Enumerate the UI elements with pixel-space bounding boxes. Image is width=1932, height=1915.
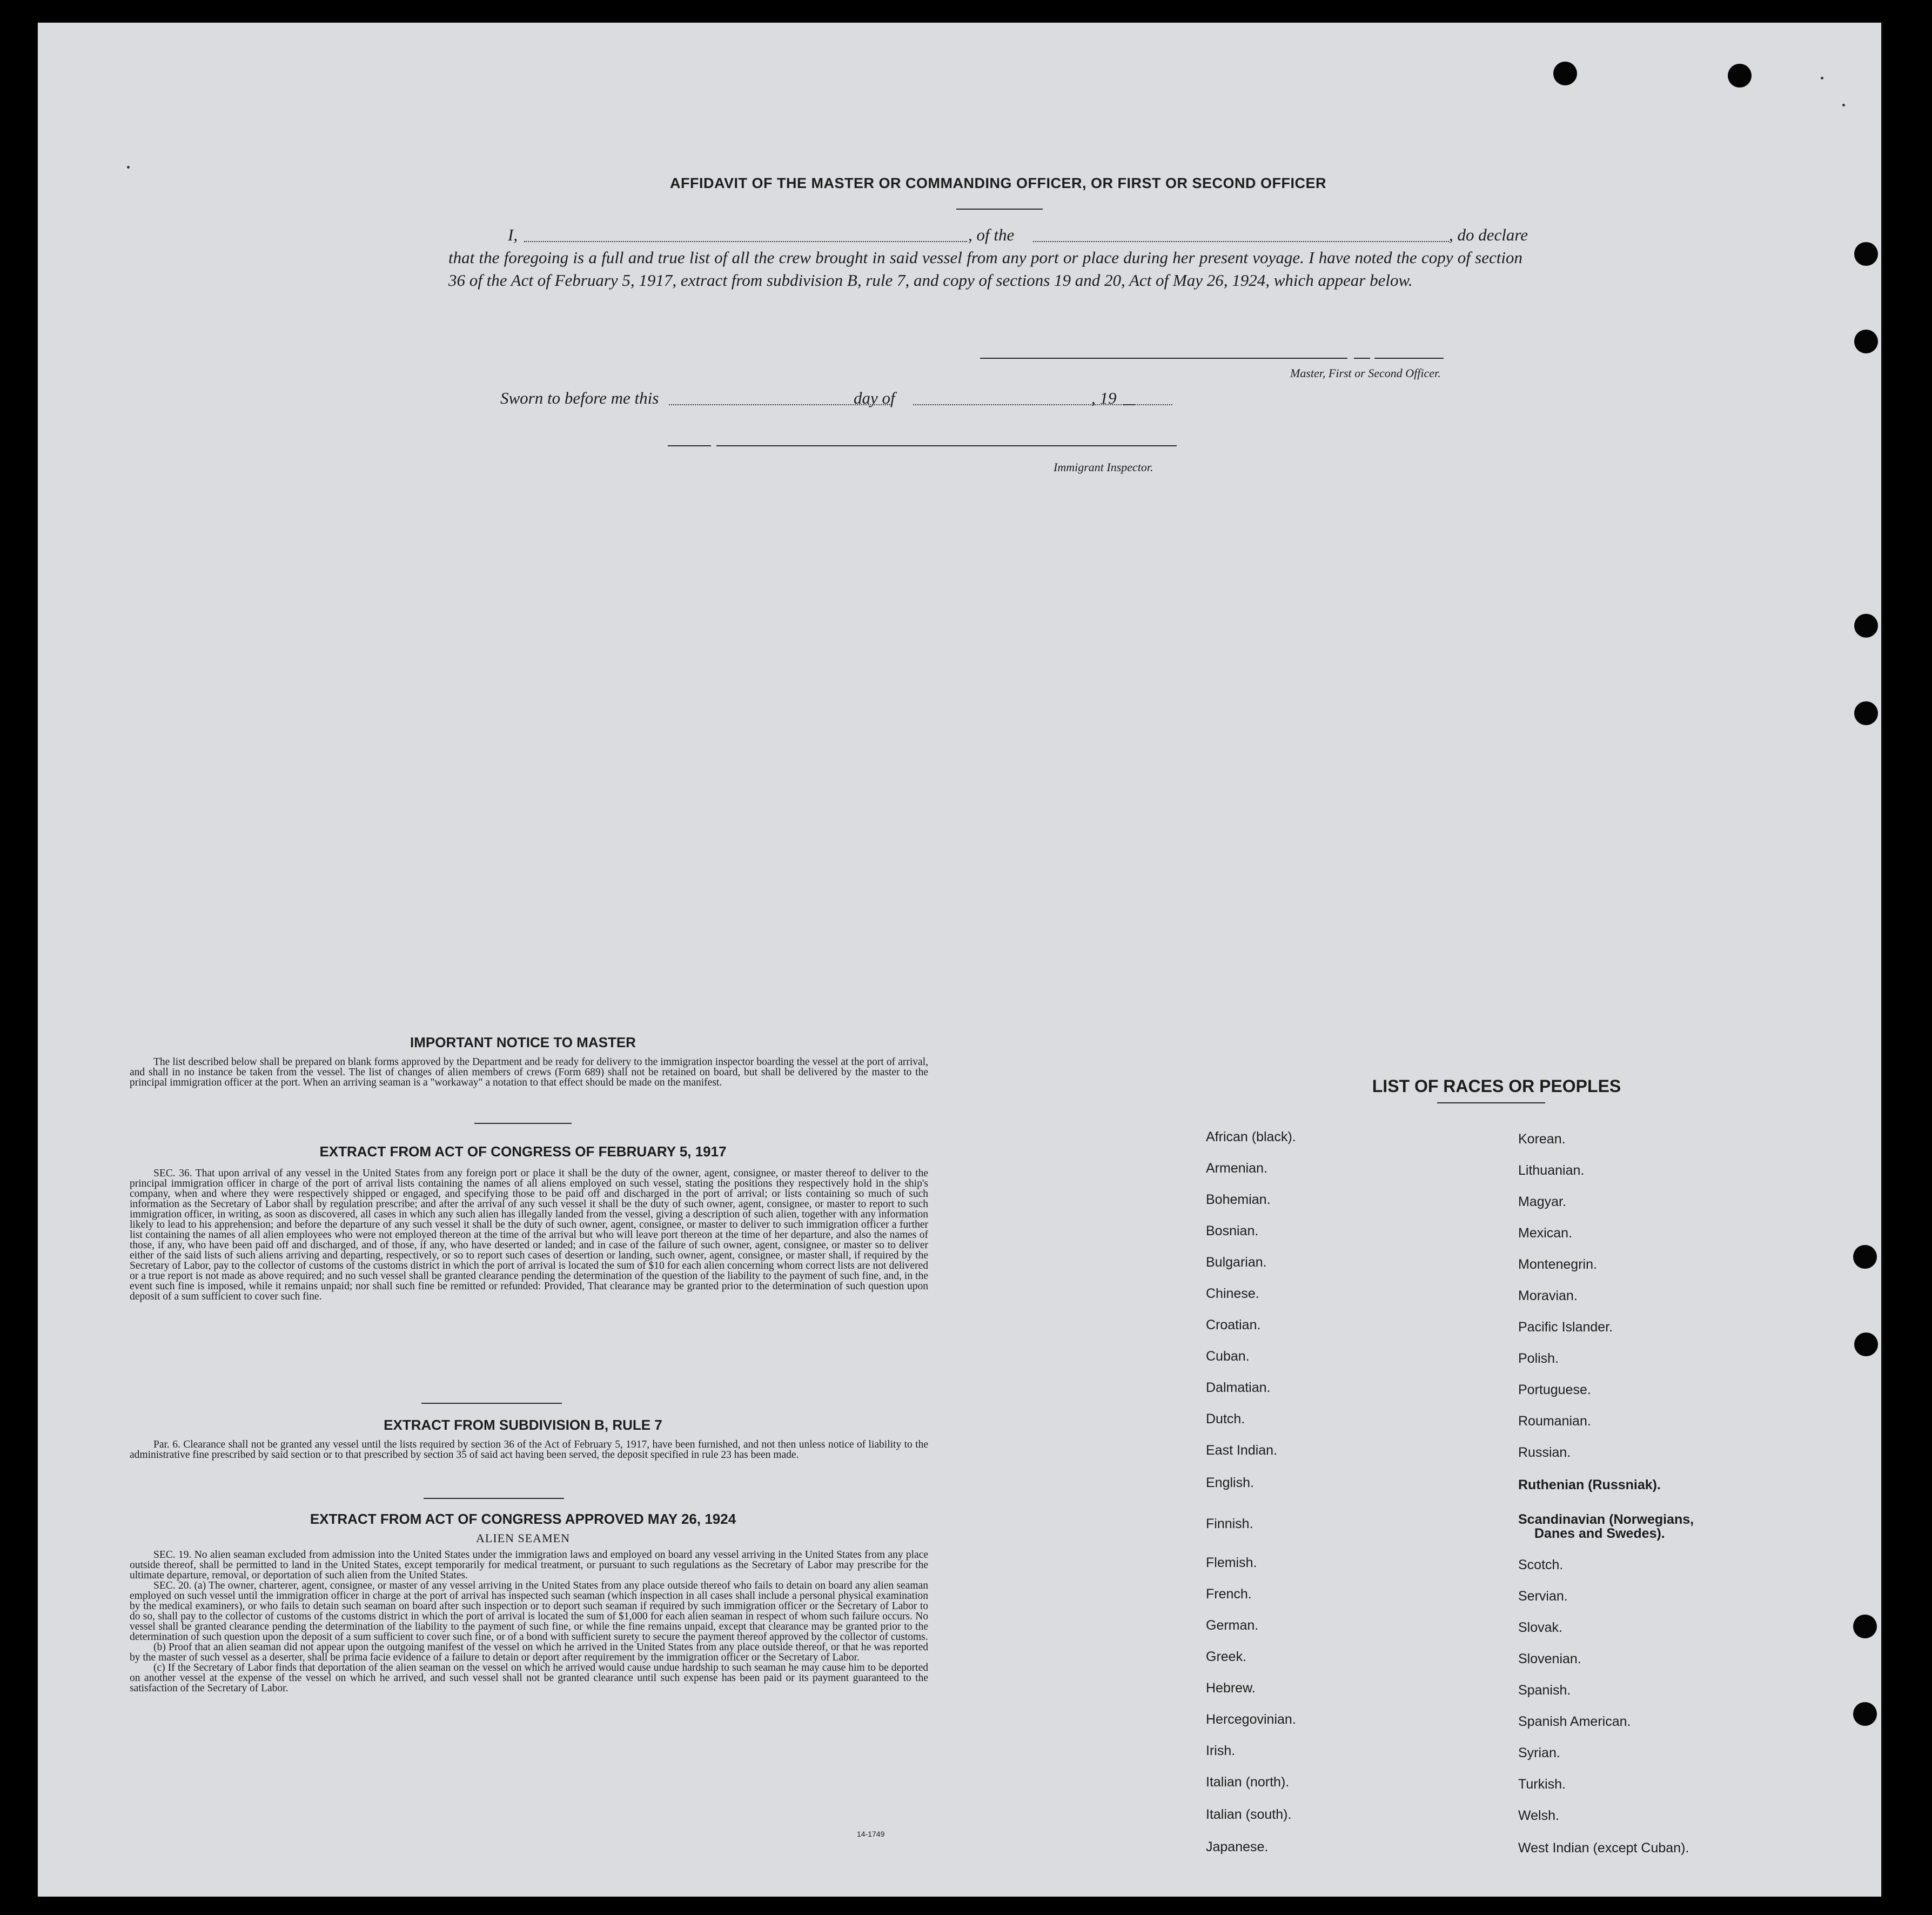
scan-speck — [1821, 77, 1823, 79]
master-signature-caption: Master, First or Second Officer. — [1290, 366, 1441, 380]
scan-speck — [127, 166, 130, 169]
race-item: English. — [1206, 1475, 1254, 1490]
inspector-signature-line[interactable] — [716, 445, 1177, 446]
divider — [421, 1403, 562, 1404]
inspector-signature-caption: Immigrant Inspector. — [1054, 460, 1153, 474]
race-item: Lithuanian. — [1518, 1163, 1585, 1178]
race-item: Syrian. — [1518, 1745, 1560, 1760]
race-item: Magyar. — [1518, 1194, 1566, 1209]
extract-1924-subtitle: ALIEN SEAMEN — [476, 1531, 570, 1545]
race-item: Cuban. — [1206, 1349, 1250, 1364]
race-item: Bohemian. — [1206, 1192, 1271, 1207]
punch-hole — [1854, 701, 1878, 725]
name-field[interactable] — [524, 241, 967, 242]
punch-hole — [1853, 1702, 1877, 1726]
affidavit-line1-end: , do declare — [1449, 225, 1528, 244]
race-item: Scandinavian (Norwegians, — [1518, 1512, 1694, 1527]
extract-rule7-body — [130, 1439, 928, 1460]
punch-hole — [1853, 1245, 1877, 1269]
extract-1917-paragraph: SEC. 36. That upon arrival of any vessel in the United States from any foreign port or place it shall be the duty of the owner, agent, consignee, or master thereof to deliver to the principal immigration officer in charge of the port of arrival lists containing the names of all aliens employed on such vessel, stating the positions they respectively hold in the ship's company, when and where they were respectively shipped or engaged, and specifying those to be paid off and discharged in the port of arrival; or lists containing so much of such information as the Secretary of Labor shall by regulation prescribe; and after the arrival of any such vessel it shall be the duty of such owner, agent, consignee, or master to report to such immigration officer, in writing, as soon as discovered, all cases in which any such alien has illegally landed from the vessel, giving a description of such alien, together with any information likely to lead to his apprehension; and before the departure of any such vessel it shall be the duty of such owner, agent, consignee, or master to deliver to such immigration officer a further list containing the names of all alien employees who were not employed thereon at the time of the arrival but who will leave port thereon at the time of her departure, and also the names of those, if any, who have been paid off and discharged, and of those, if any, who have deserted or landed; and in case of the failure of such owner, agent, consignee, or master so to deliver either of the said lists of such aliens arriving and departing, respectively, or so to report such cases of desertion or landing, such owner, agent, consignee, or master shall, if required by the Secretary of Labor, pay to the collector of customs of the customs district in which the port of arrival is located the sum of $10 for each alien concerning whom correct lists are not delivered or a true report is not made as above required; and no such vessel shall be granted clearance pending the determination of the question of the liability to the payment of such fine, and, in the event such fine is imposed, while it remains unpaid; nor shall such fine be remitted or refunded: Provided, That clearance may be granted prior to the determination of such question upon deposit of a sum sufficient to cover such fine. — [130, 1168, 928, 1302]
race-item: Montenegrin. — [1518, 1257, 1597, 1272]
race-item: Flemish. — [1206, 1555, 1257, 1570]
extract-1924-sec20c: (c) If the Secretary of Labor finds that deportation of the alien seaman on the vessel on which he arrived would cause undue hardship to such seaman he may cause him to be deported on another vessel at the expense of the vessel on which he arrived, and such vessel shall not be granted clearance until such expense has been paid or its payment guaranteed to the satisfaction of the Secretary of Labor. — [130, 1662, 928, 1694]
affidavit-line1-prefix: I, — [508, 225, 518, 244]
affidavit-title: AFFIDAVIT OF THE MASTER OR COMMANDING OFFICER, OR FIRST OR SECOND OFFICER — [670, 175, 1326, 191]
divider — [424, 1498, 564, 1499]
race-item: Russian. — [1518, 1445, 1571, 1460]
master-signature-line-tail — [1374, 358, 1444, 359]
vessel-field[interactable] — [1033, 241, 1449, 242]
punch-hole — [1853, 1615, 1877, 1638]
race-item: Korean. — [1518, 1131, 1566, 1147]
scan-border-bottom — [0, 1897, 1932, 1915]
race-item: Spanish. — [1518, 1683, 1571, 1698]
race-item: Servian. — [1518, 1589, 1568, 1604]
extract-1917-title: EXTRACT FROM ACT OF CONGRESS OF FEBRUARY 5, 1917 — [319, 1143, 727, 1160]
notice-paragraph: The list described below shall be prepared on blank forms approved by the Department and be ready for delivery to the immigration inspector boarding the vessel at the port of arrival, and shall in no instance be taken from the vessel. The list of changes of alien members of crews (Form 689) shall not be retained on board, but shall be delivered by the master to the principal immigration officer at the port. When an arriving seaman is a "workaway" a notation to that effect should be made on the manifest. — [130, 1056, 928, 1088]
punch-hole — [1728, 64, 1752, 88]
extract-1924-sec20b: (b) Proof that an alien seaman did not appear upon the outgoing manifest of the vessel on which he arrived in the United States from any place outside thereof, or that he was reported by the master of such vessel as a deserter, shall be prima facie evidence of a failure to detain or deport after requirement by the immigration officer or the Secretary of Labor. — [130, 1642, 928, 1663]
extract-1924-body — [130, 1550, 928, 1693]
master-signature-line-end — [1354, 358, 1370, 359]
punch-hole — [1854, 242, 1878, 266]
race-item: Dalmatian. — [1206, 1380, 1271, 1395]
race-item: Mexican. — [1518, 1226, 1573, 1241]
race-item: Slovak. — [1518, 1620, 1562, 1635]
race-item: Greek. — [1206, 1649, 1247, 1664]
race-item: Croatian. — [1206, 1317, 1261, 1333]
extract-1924-sec20a: SEC. 20. (a) The owner, charterer, agent, consignee, or master of any vessel arriving in the United States from any place outside thereof who fails to detain on board any alien seaman employed on such vessel until the immigration officer in charge at the port of arrival has inspected such seaman (which inspection in all cases shall include a personal physical examination by the medical examiners), or who fails to detain such seaman on board after such inspection or to deport such seaman if required by such immigration officer or the Secretary of Labor to do so, shall pay to the collector of customs of the customs district in which the port of arrival is located the sum of $1,000 for each alien seaman in respect of whom such failure occurs. No vessel shall be granted clearance pending the determination of the liability to the payment of such fine, or while the fine remains unpaid, except that clearance may be granted prior to the determination of such question upon the deposit of a sum sufficient to cover such fine, or of a bond with sufficient surety to secure the payment thereof approved by the collector of customs. — [130, 1580, 928, 1643]
race-item: Pacific Islander. — [1518, 1320, 1613, 1335]
sworn-year-label: , 19 — [1091, 389, 1117, 407]
race-item: African (black). — [1206, 1129, 1296, 1144]
sworn-year-field[interactable] — [1124, 404, 1172, 405]
race-item: Armenian. — [1206, 1161, 1267, 1176]
extract-1917-body — [130, 1168, 928, 1302]
sworn-prefix: Sworn to before me this — [500, 389, 659, 407]
race-item: Bosnian. — [1206, 1223, 1259, 1238]
race-item: French. — [1206, 1586, 1252, 1602]
race-item: Finnish. — [1206, 1516, 1253, 1531]
race-item: Moravian. — [1518, 1288, 1578, 1303]
master-signature-line[interactable] — [980, 358, 1347, 359]
race-item: Portuguese. — [1518, 1382, 1591, 1397]
race-item: Danes and Swedes). — [1534, 1526, 1665, 1541]
scan-speck — [1842, 104, 1845, 106]
race-item: Ruthenian (Russniak). — [1518, 1477, 1661, 1492]
races-title: LIST OF RACES OR PEOPLES — [1372, 1076, 1621, 1096]
punch-hole — [1553, 62, 1577, 85]
extract-1924-title: EXTRACT FROM ACT OF CONGRESS APPROVED MAY 26, 1924 — [310, 1511, 736, 1527]
race-item: Italian (south). — [1206, 1807, 1292, 1822]
race-item: Hebrew. — [1206, 1680, 1256, 1696]
form-number: 14-1749 — [857, 1830, 885, 1838]
race-item: German. — [1206, 1618, 1259, 1633]
race-item: Slovenian. — [1518, 1651, 1581, 1666]
race-item: Japanese. — [1206, 1839, 1269, 1854]
divider — [474, 1123, 572, 1124]
punch-hole — [1854, 614, 1878, 638]
punch-hole — [1854, 1333, 1878, 1356]
race-item: Hercegovinian. — [1206, 1712, 1296, 1727]
race-item: Dutch. — [1206, 1411, 1245, 1427]
race-item: Irish. — [1206, 1743, 1236, 1758]
extract-rule7-paragraph: Par. 6. Clearance shall not be granted any vessel until the lists required by section 36 of the Act of February 5, 1917, have been furnished, and not then unless notice of liability to the administrative fine prescribed by said section or to that prescribed by section 35 of said act having been served, the deposit specified in rule 23 has been made. — [130, 1439, 928, 1461]
race-item: Chinese. — [1206, 1286, 1259, 1301]
race-item: Spanish American. — [1518, 1714, 1631, 1729]
race-item: Roumanian. — [1518, 1414, 1591, 1429]
scan-border-right — [1883, 0, 1932, 1915]
race-item: Italian (north). — [1206, 1775, 1290, 1790]
extract-1924-sec19: SEC. 19. No alien seaman excluded from admission into the United States under the immigration laws and employed on board any vessel arriving in the United States from any place outside thereof, shall be permitted to land in the United States, except temporarily for medical treatment, or pursuant to such regulations as the Secretary of Labor may prescribe for the ultimate departure, removal, or deportation of such alien from the United States. — [130, 1549, 928, 1581]
inspector-signature-line-start — [668, 445, 711, 446]
extract-rule7-title: EXTRACT FROM SUBDIVISION B, RULE 7 — [384, 1417, 662, 1433]
race-item: Polish. — [1518, 1351, 1559, 1366]
document-page — [38, 23, 1881, 1897]
notice-body — [130, 1057, 928, 1088]
race-item: West Indian (except Cuban). — [1518, 1840, 1689, 1856]
notice-title: IMPORTANT NOTICE TO MASTER — [410, 1034, 636, 1050]
race-item: Bulgarian. — [1206, 1255, 1267, 1270]
scan-border-top — [0, 0, 1932, 22]
scan-border-left — [0, 0, 37, 1915]
race-item: Welsh. — [1518, 1808, 1559, 1823]
race-item: East Indian. — [1206, 1443, 1278, 1458]
divider — [956, 209, 1043, 210]
divider — [1437, 1102, 1545, 1103]
affidavit-body: that the foregoing is a full and true list of all the crew brought in said vessel from any port or place during her present voyage. I have noted the copy of section 36 of the Act of February 5, 1917, extract from subdivision B, rule 7, and copy of sections 19 and 20, Act of May 26, 1924, which appear below. — [448, 248, 1522, 290]
affidavit-line1-mid: , of the — [968, 225, 1015, 244]
race-item: Scotch. — [1518, 1557, 1564, 1572]
race-item: Turkish. — [1518, 1777, 1566, 1792]
sworn-day-label: day of — [854, 389, 895, 407]
punch-hole — [1854, 330, 1878, 353]
